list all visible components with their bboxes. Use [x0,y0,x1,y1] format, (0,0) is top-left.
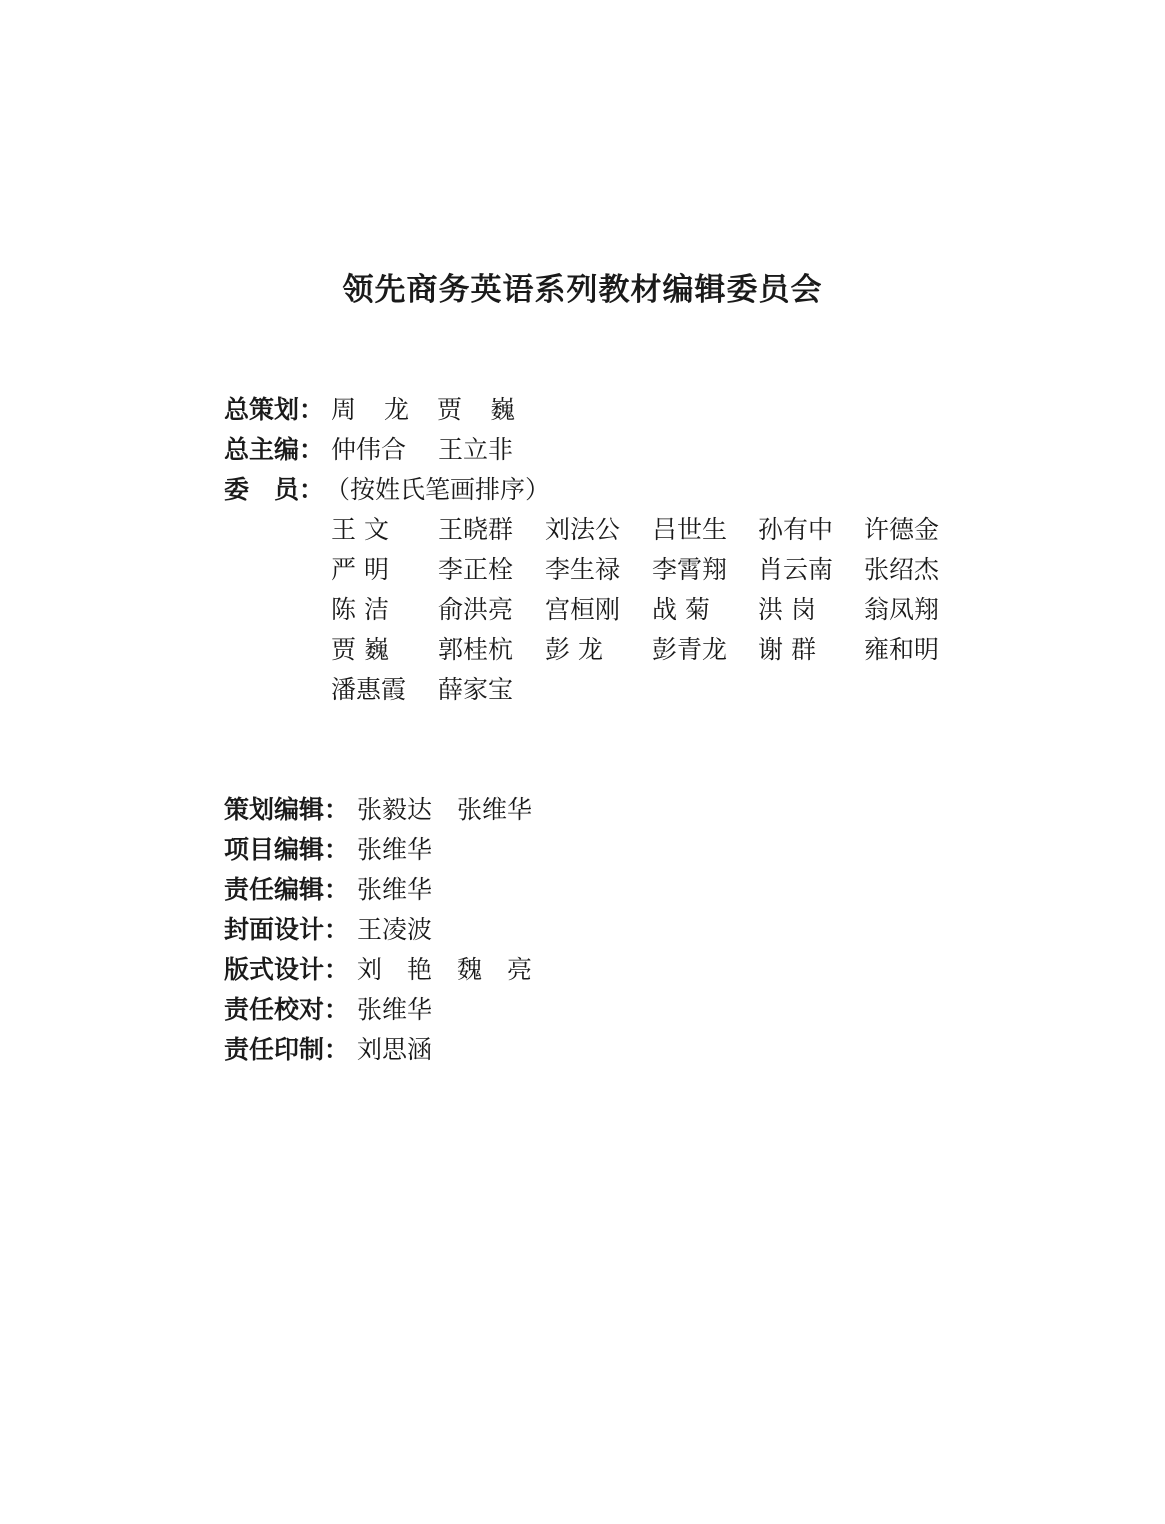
committee-member-name: 薛家宝 [438,675,514,704]
credit-label: 封面设计： [224,915,350,944]
credit-label: 项目编辑： [224,835,350,864]
committee-note: （按姓氏笔画排序） [325,475,551,504]
committee-member-name: 洪 岗 [758,595,816,624]
credit-value: 刘思涵 [357,1035,433,1064]
credit-label: 版式设计： [224,955,350,984]
committee-member-name: 张绍杰 [864,555,940,584]
planning-name: 巍 [490,395,516,424]
credit-value: 张维华 [357,995,433,1024]
committee-member-name: 彭 龙 [545,635,603,664]
committee-member-name: 吕世生 [652,515,728,544]
committee-member-name: 李正栓 [438,555,514,584]
credit-value: 刘 艳 魏 亮 [357,955,533,984]
committee-member-name: 雍和明 [864,635,940,664]
credit-label: 责任印制： [224,1035,350,1064]
page-title: 领先商务英语系列教材编辑委员会 [342,272,823,308]
committee-member-name: 肖云南 [758,555,834,584]
committee-member-name: 宫桓刚 [545,595,621,624]
committee-member-name: 潘惠霞 [331,675,407,704]
committee-label-first: 委 [224,475,250,504]
committee-label-second: 员： [274,475,325,504]
committee-member-name: 贾 巍 [331,635,389,664]
chief-editor-name: 仲伟合 [331,435,407,464]
committee-member-name: 战 菊 [652,595,710,624]
committee-member-name: 陈 洁 [331,595,389,624]
credit-label: 策划编辑： [224,795,350,824]
committee-member-name: 俞洪亮 [438,595,514,624]
planning-name: 周 [331,395,357,424]
credit-label: 责任编辑： [224,875,350,904]
committee-member-name: 郭桂杭 [438,635,514,664]
committee-member-name: 谢 群 [758,635,816,664]
planning-name: 龙 [384,395,410,424]
committee-member-name: 许德金 [864,515,940,544]
credit-value: 张维华 [357,875,433,904]
chief-editor-label: 总主编： [224,435,325,464]
credit-value: 王凌波 [357,915,433,944]
committee-member-name: 王 文 [331,515,389,544]
planning-label: 总策划： [224,395,325,424]
committee-member-name: 严 明 [331,555,389,584]
credit-label: 责任校对： [224,995,350,1024]
committee-member-name: 李霄翔 [652,555,728,584]
committee-member-name: 王晓群 [438,515,514,544]
credit-value: 张毅达 张维华 [357,795,533,824]
chief-editor-name: 王立非 [438,435,514,464]
planning-name: 贾 [437,395,463,424]
committee-member-name: 翁凤翔 [864,595,940,624]
committee-member-name: 李生禄 [545,555,621,584]
committee-member-name: 刘法公 [545,515,621,544]
committee-member-name: 孙有中 [758,515,834,544]
credit-value: 张维华 [357,835,433,864]
committee-member-name: 彭青龙 [652,635,728,664]
